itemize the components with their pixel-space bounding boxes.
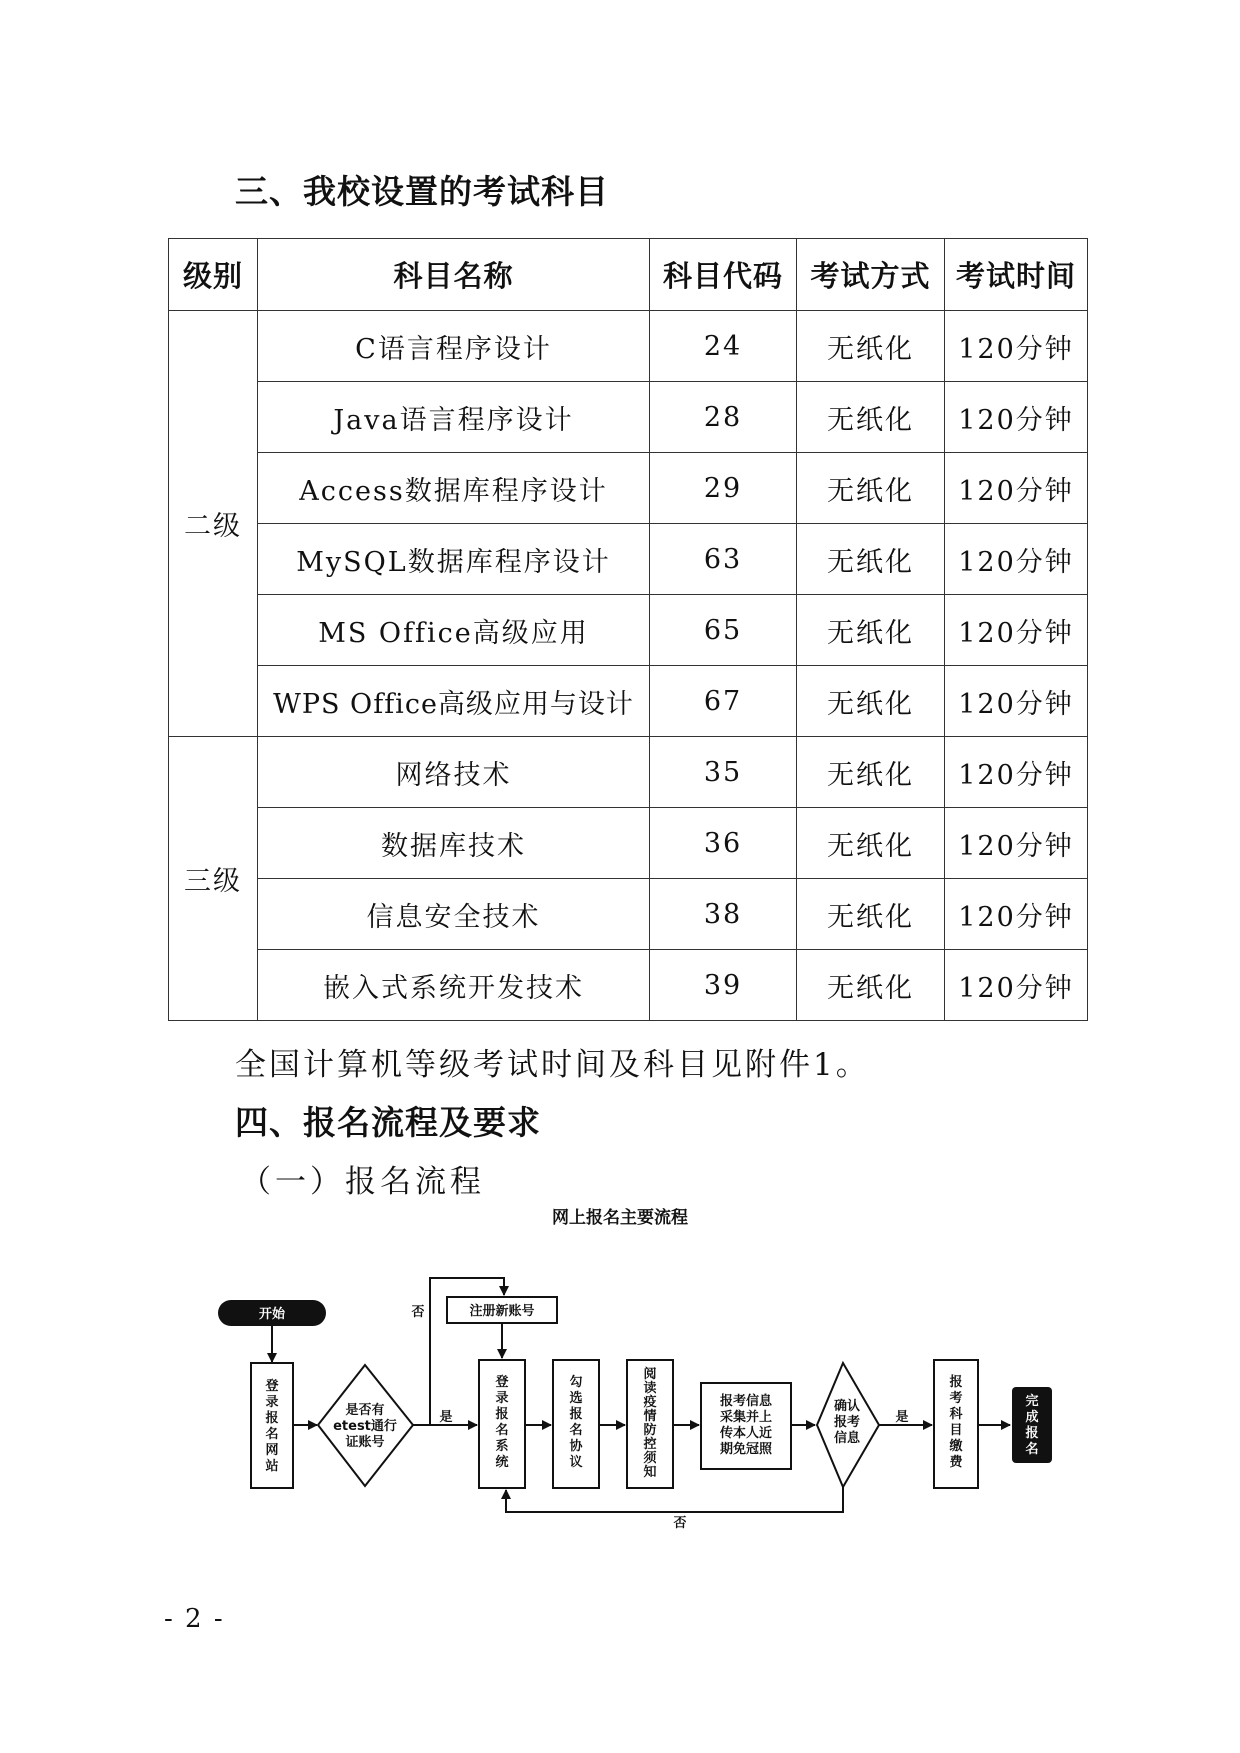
svg-text:期免冠照: 期免冠照 [719,1442,773,1457]
svg-text:疫: 疫 [643,1395,657,1410]
no-label: 否 [411,1305,425,1320]
svg-text:名: 名 [265,1427,279,1442]
exam-method: 无纸化 [797,311,945,382]
subject-code: 36 [650,808,797,879]
exam-time: 120分钟 [945,950,1088,1021]
subject-code: 39 [650,950,797,1021]
svg-text:报: 报 [569,1407,583,1422]
subject-name: Java语言程序设计 [258,382,650,453]
svg-text:成: 成 [1025,1410,1039,1425]
exam-time: 120分钟 [945,737,1088,808]
section-4-heading: 四、报名流程及要求 [235,1103,541,1142]
level-cell: 三级 [169,737,258,1021]
svg-text:报: 报 [265,1411,279,1426]
subject-code: 38 [650,879,797,950]
attachment-note: 全国计算机等级考试时间及科目见附件1。 [235,1047,870,1083]
exam-method: 无纸化 [797,879,945,950]
svg-text:录: 录 [495,1391,509,1406]
subject-name: 网络技术 [258,737,650,808]
subject-name: MySQL数据库程序设计 [258,524,650,595]
svg-text:阅: 阅 [643,1367,657,1382]
subject-code: 35 [650,737,797,808]
svg-text:确认: 确认 [833,1399,861,1414]
table-row [169,595,1088,666]
svg-text:登: 登 [265,1379,279,1394]
svg-text:考: 考 [949,1391,963,1406]
flow-connector-no [506,1487,843,1512]
subject-name: 嵌入式系统开发技术 [258,950,650,1021]
subject-name: MS Office高级应用 [258,595,650,666]
subject-code: 65 [650,595,797,666]
exam-method: 无纸化 [797,595,945,666]
exam-time: 120分钟 [945,666,1088,737]
table-row [169,453,1088,524]
exam-time: 120分钟 [945,524,1088,595]
svg-text:防: 防 [643,1423,657,1438]
exam-time: 120分钟 [945,595,1088,666]
flowchart-title: 网上报名主要流程 [552,1208,688,1228]
svg-text:须: 须 [643,1451,657,1466]
table-row [169,524,1088,595]
exam-method: 无纸化 [797,524,945,595]
subject-code: 28 [650,382,797,453]
svg-text:情: 情 [643,1409,657,1424]
page-number: - 2 - [164,1604,225,1634]
svg-text:网: 网 [265,1443,279,1458]
svg-text:系: 系 [495,1439,509,1454]
section-3-heading: 三、我校设置的考试科目 [235,172,609,211]
decision-confirm-label [834,1398,861,1446]
exam-time: 120分钟 [945,453,1088,524]
svg-text:报: 报 [1025,1426,1039,1441]
exam-time: 120分钟 [945,808,1088,879]
svg-text:缴: 缴 [949,1439,963,1454]
header-subject-code: 科目代码 [650,239,797,311]
yes-label: 是 [895,1410,909,1425]
exam-method: 无纸化 [797,950,945,1021]
subject-name: 信息安全技术 [258,879,650,950]
svg-text:完: 完 [1025,1394,1039,1409]
svg-text:登: 登 [495,1375,509,1390]
exam-time: 120分钟 [945,382,1088,453]
exam-method: 无纸化 [797,737,945,808]
exam-method: 无纸化 [797,808,945,879]
svg-text:控: 控 [643,1437,657,1452]
exam-subjects-table [168,238,1088,1021]
subject-code: 24 [650,311,797,382]
subsection-1-heading: （一）报名流程 [240,1164,485,1200]
svg-text:报考: 报考 [833,1415,861,1430]
header-level: 级别 [169,239,258,311]
start-label: 开始 [258,1307,286,1322]
svg-text:采集并上: 采集并上 [719,1410,773,1425]
subject-name: C语言程序设计 [258,311,650,382]
svg-text:报考信息: 报考信息 [719,1394,773,1409]
svg-text:录: 录 [265,1395,279,1410]
header-exam-method: 考试方式 [797,239,945,311]
svg-text:目: 目 [949,1423,963,1438]
exam-time: 120分钟 [945,311,1088,382]
svg-text:是否有: 是否有 [345,1403,385,1418]
table-row [169,879,1088,950]
register-account-label: 注册新账号 [469,1304,535,1319]
yes-label: 是 [439,1410,453,1425]
subject-code: 29 [650,453,797,524]
svg-text:名: 名 [1025,1442,1039,1457]
table-row [169,311,1088,382]
subject-code: 67 [650,666,797,737]
exam-time: 120分钟 [945,879,1088,950]
table-row [169,808,1088,879]
no-label: 否 [673,1516,687,1531]
level-cell: 二级 [169,311,258,737]
table-row [169,950,1088,1021]
subject-name: WPS Office高级应用与设计 [258,666,650,737]
table-header-row [169,239,1088,311]
registration-flowchart [0,1225,1240,1555]
subject-name: Access数据库程序设计 [258,453,650,524]
svg-text:议: 议 [569,1455,583,1470]
svg-text:报: 报 [949,1375,963,1390]
svg-text:证账号: 证账号 [345,1435,385,1450]
step-notice-label [642,1366,657,1480]
svg-text:勾: 勾 [569,1375,583,1390]
svg-text:读: 读 [643,1381,657,1396]
svg-text:协: 协 [569,1439,583,1454]
svg-text:知: 知 [643,1465,657,1480]
exam-method: 无纸化 [797,453,945,524]
svg-text:选: 选 [569,1391,583,1406]
exam-method: 无纸化 [797,382,945,453]
svg-text:费: 费 [949,1455,963,1470]
subject-name: 数据库技术 [258,808,650,879]
svg-text:名: 名 [495,1423,509,1438]
svg-text:科: 科 [949,1407,963,1422]
svg-text:统: 统 [495,1455,509,1470]
svg-text:传本人近: 传本人近 [719,1426,773,1441]
header-subject-name: 科目名称 [258,239,650,311]
table-row [169,737,1088,808]
header-exam-time: 考试时间 [945,239,1088,311]
svg-text:名: 名 [569,1423,583,1438]
subject-code: 63 [650,524,797,595]
svg-text:etest通行: etest通行 [333,1419,397,1434]
table-row [169,666,1088,737]
svg-text:报: 报 [495,1407,509,1422]
svg-text:站: 站 [265,1459,279,1474]
svg-text:信息: 信息 [833,1431,861,1446]
table-row [169,382,1088,453]
exam-method: 无纸化 [797,666,945,737]
